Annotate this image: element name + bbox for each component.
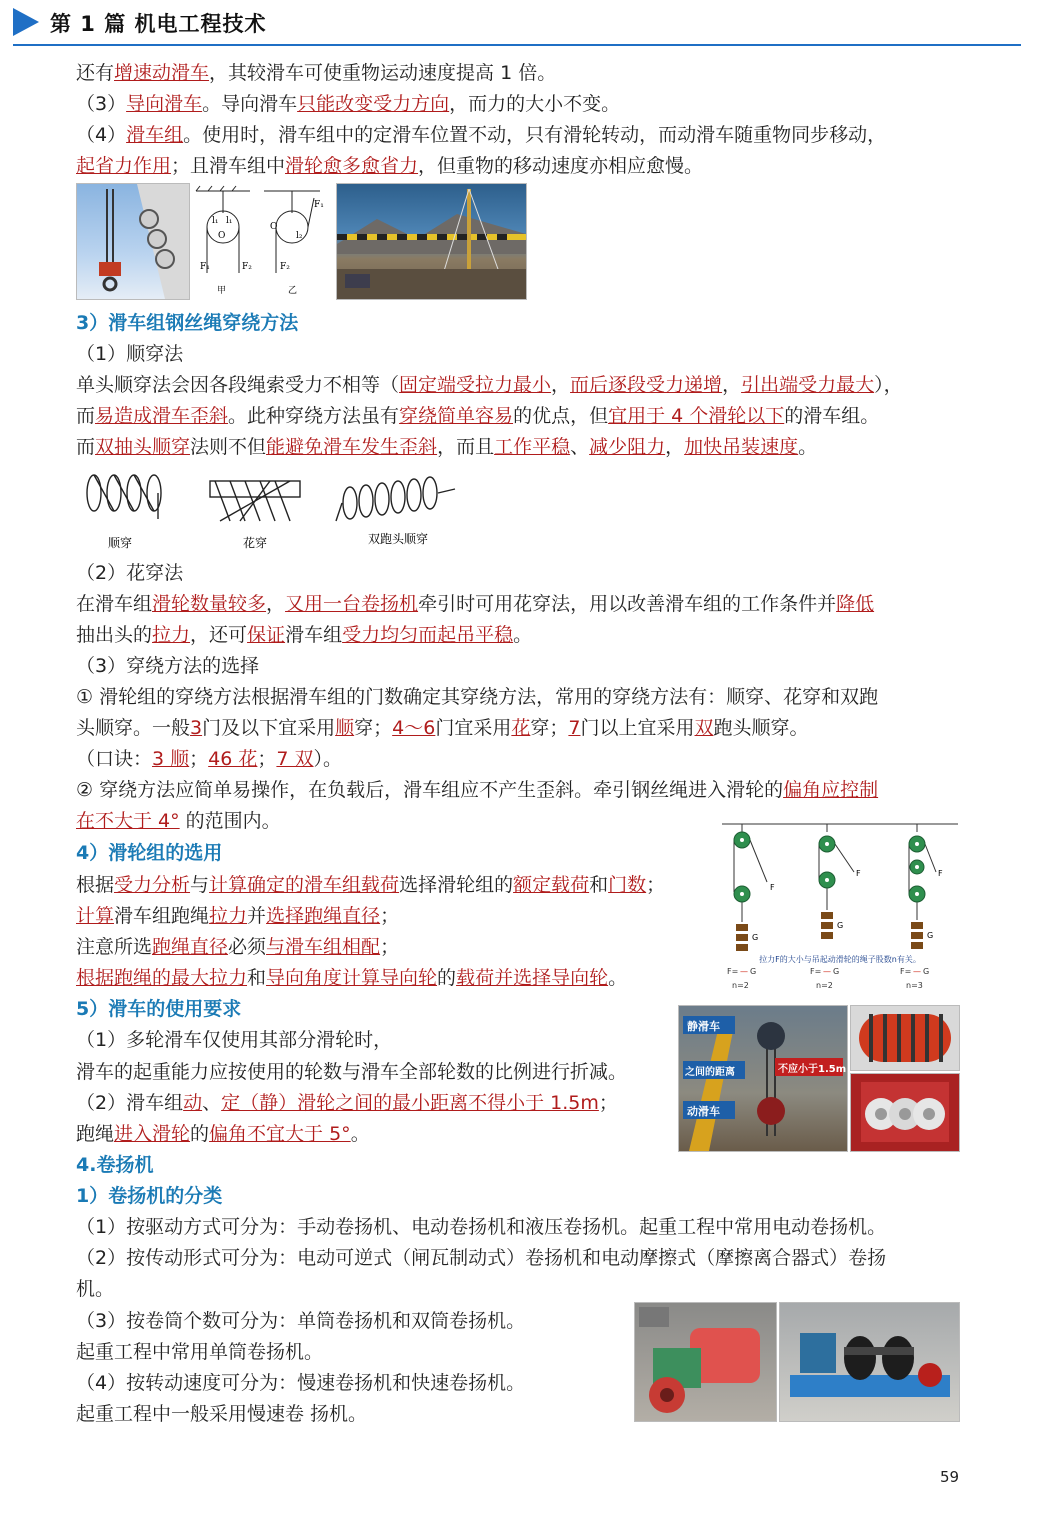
- svg-text:G: G: [927, 931, 934, 940]
- construction-site-photo: [336, 183, 527, 300]
- line-21: 根据跑绳的最大拉力和导向角度计算导向轮的载荷并选择导向轮。: [76, 967, 628, 989]
- svg-text:F₂: F₂: [280, 262, 290, 272]
- svg-text:F₁: F₁: [200, 262, 210, 272]
- svg-text:F: F: [770, 883, 775, 892]
- header-triangle-icon: [13, 8, 39, 36]
- svg-text:甲: 甲: [217, 286, 227, 296]
- line-31: （4）按转动速度可分为：慢速卷扬机和快速卷扬机。: [76, 1372, 526, 1394]
- line-17: 在不大于 4° 的范围内。: [76, 810, 281, 832]
- crane-photo: [76, 183, 190, 300]
- line-12: （3）穿绕方法的选择: [76, 655, 260, 677]
- svg-text:F₁: F₁: [314, 200, 324, 210]
- line-13: ① 滑轮组的穿绕方法根据滑车组的门数确定其穿绕方法，常用的穿绕方法有：顺穿、花穿和双跑: [76, 686, 879, 708]
- line-29: （3）按卷筒个数可分为：单筒卷扬机和双筒卷扬机。: [76, 1310, 526, 1332]
- svg-text:拉力F的大小与吊起动滑轮的绳子股数n有关。: 拉力F的大小与吊起动滑轮的绳子股数n有关。: [759, 955, 921, 964]
- line-9: （2）花穿法: [76, 562, 184, 584]
- svg-text:F: F: [938, 869, 943, 878]
- pulley-force-diagram: [192, 183, 332, 298]
- header-rule: [13, 44, 1021, 46]
- line-16: ② 穿绕方法应简单易操作，在负载后，滑车组应不产生歪斜。牵引钢丝绳进入滑轮的偏角应控制: [76, 779, 879, 801]
- svg-text:G: G: [833, 967, 840, 976]
- svg-text:n=2: n=2: [816, 981, 833, 990]
- line-2: （3）导向滑车。导向滑车只能改变受力方向，而力的大小不变。: [76, 93, 621, 115]
- line-25: 跑绳进入滑轮的偏角不宜大于 5°。: [76, 1123, 370, 1145]
- svg-text:双跑头顺穿: 双跑头顺穿: [367, 532, 429, 546]
- line-18: 根据受力分析与计算确定的滑车组载荷选择滑轮组的额定载荷和门数；: [76, 874, 666, 896]
- page-number: 59: [940, 1468, 960, 1486]
- pulley-selection-diagram: [722, 822, 958, 994]
- svg-text:F=: F=: [900, 967, 912, 976]
- line-32: 起重工程中一般采用慢速卷 扬机。: [76, 1403, 368, 1425]
- line-27: （2）按传动形式可分为：电动可逆式（闸瓦制动式）卷扬机和电动摩擦式（摩擦离合器式）卷扬: [76, 1247, 887, 1269]
- line-5: （1）顺穿法: [76, 343, 184, 365]
- line-28: 机。: [76, 1278, 115, 1300]
- pulley-block-photo: [850, 1073, 960, 1152]
- heading-5: 5）滑车的使用要求: [76, 998, 242, 1020]
- svg-text:F: F: [856, 869, 861, 878]
- line-19: 计算滑车组跑绳拉力并选择跑绳直径；: [76, 905, 400, 927]
- line-6: 单头顺穿法会因各段绳索受力不相等（固定端受拉力最小，而后逐段受力递增，引出端受力最大），: [76, 374, 903, 396]
- svg-text:O: O: [270, 222, 278, 232]
- svg-text:n=2: n=2: [732, 981, 749, 990]
- line-20: 注意所选跑绳直径必须与滑车组相配；: [76, 936, 400, 958]
- svg-text:不应小于1.5m: 不应小于1.5m: [778, 1064, 847, 1075]
- svg-text:花穿: 花穿: [242, 536, 268, 550]
- line-23: 滑车的起重能力应按使用的轮数与滑车全部轮数的比例进行折减。: [76, 1061, 628, 1083]
- single-drum-winch-photo: [634, 1302, 777, 1422]
- page-header: [0, 0, 1044, 48]
- svg-text:F₂: F₂: [242, 262, 252, 272]
- line-22: （1）多轮滑车仅使用其部分滑轮时，: [76, 1029, 393, 1051]
- svg-text:静滑车: 静滑车: [687, 1020, 720, 1033]
- svg-text:动滑车: 动滑车: [687, 1105, 720, 1118]
- line-30: 起重工程中常用单筒卷扬机。: [76, 1341, 324, 1363]
- line-24: （2）滑车组动、定（静）滑轮之间的最小距离不得小于 1.5m；: [76, 1092, 618, 1114]
- svg-text:G: G: [923, 967, 930, 976]
- svg-text:—: —: [740, 967, 748, 976]
- line-8: 而双抽头顺穿法则不但能避免滑车发生歪斜，而且工作平稳、减少阻力，加快吊装速度。: [76, 436, 818, 458]
- svg-text:顺穿: 顺穿: [107, 536, 133, 550]
- line-14: 头顺穿。一般3门及以下宜采用顺穿；4～6门宜采用花穿；7门以上宜采用双跑头顺穿。: [76, 717, 809, 739]
- svg-text:之间的距离: 之间的距离: [685, 1067, 735, 1078]
- line-10: 在滑车组滑轮数量较多，又用一台卷扬机牵引时可用花穿法，用以改善滑车组的工作条件并降低: [76, 593, 875, 615]
- svg-text:l₂: l₂: [296, 231, 303, 241]
- svg-text:G: G: [837, 921, 844, 930]
- line-1: 还有增速动滑车，其较滑车可使重物运动速度提高 1 倍。: [76, 62, 557, 84]
- svg-text:G: G: [752, 933, 759, 942]
- heading-4: 4）滑轮组的选用: [76, 842, 223, 864]
- svg-text:l₁: l₁: [212, 216, 219, 226]
- pulley-distance-photo: [678, 1005, 848, 1152]
- svg-text:n=3: n=3: [906, 981, 923, 990]
- svg-text:—: —: [913, 967, 921, 976]
- svg-text:—: —: [823, 967, 831, 976]
- svg-text:G: G: [750, 967, 757, 976]
- line-26: （1）按驱动方式可分为：手动卷扬机、电动卷扬机和液压卷扬机。起重工程中常用电动卷扬机。: [76, 1216, 887, 1238]
- svg-text:F=: F=: [727, 967, 739, 976]
- double-drum-winch-photo: [779, 1302, 960, 1422]
- svg-text:乙: 乙: [288, 286, 298, 296]
- reeving-methods-diagram: [80, 467, 480, 555]
- heading-winch-class: 1）卷扬机的分类: [76, 1185, 223, 1207]
- heading-3: 3）滑车组钢丝绳穿绕方法: [76, 312, 299, 334]
- svg-text:l₁: l₁: [226, 216, 233, 226]
- header-title: 第 1 篇 机电工程技术: [50, 12, 267, 36]
- line-3: （4）滑车组。使用时，滑车组中的定滑车位置不动，只有滑轮转动，而动滑车随重物同步移动，: [76, 124, 887, 146]
- line-7: 而易造成滑车歪斜。此种穿绕方法虽有穿绕简单容易的优点，但宜用于 4 个滑轮以下的滑车组。: [76, 405, 880, 427]
- line-4: 起省力作用；且滑车组中滑轮愈多愈省力，但重物的移动速度亦相应愈慢。: [76, 155, 704, 177]
- heading-winch: 4.卷扬机: [76, 1154, 154, 1176]
- svg-text:F=: F=: [810, 967, 822, 976]
- line-11: 抽出头的拉力，还可保证滑车组受力均匀而起吊平稳。: [76, 624, 533, 646]
- svg-text:O: O: [218, 231, 226, 241]
- sheave-photo-red: [850, 1005, 960, 1071]
- line-15: （口诀：3 顺；46 花；7 双）。: [76, 748, 343, 770]
